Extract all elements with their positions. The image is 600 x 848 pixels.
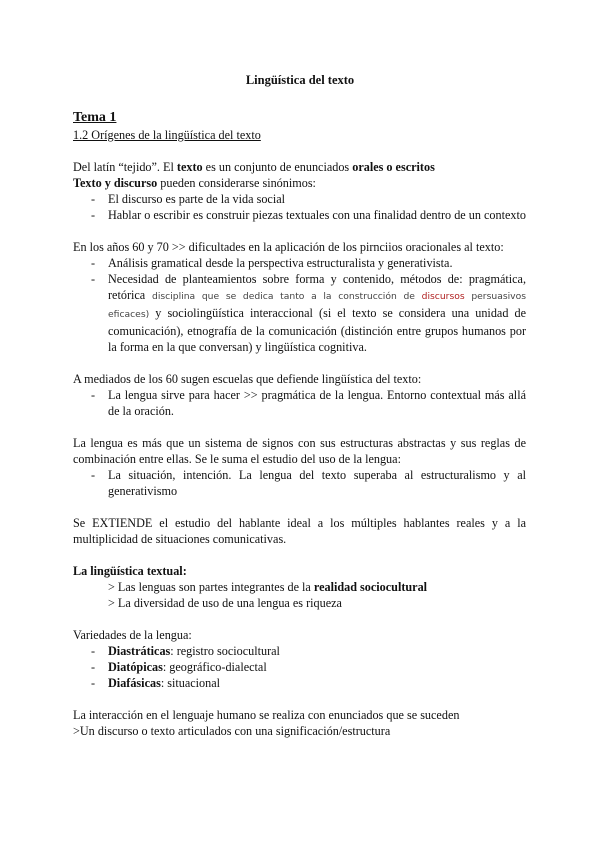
text-run: : registro sociocultural bbox=[170, 644, 280, 658]
text-run: Necesidad de planteamientos sobre forma y contenido, métodos de: pragmática, retórica bbox=[108, 272, 526, 302]
tema-heading: Tema 1 bbox=[73, 110, 117, 125]
paragraph-texto-discurso bbox=[73, 175, 526, 191]
paragraph-discurso-articulado: >Un discurso o texto articulados con una significación/estructura bbox=[73, 724, 391, 738]
list-item: - La situación, intención. La lengua del texto superaba al estructuralismo y al generativismo bbox=[73, 467, 526, 499]
subtema-heading: 1.2 Orígenes de la lingüística del texto bbox=[73, 128, 261, 142]
list-variedades bbox=[73, 643, 526, 691]
note-run: persuasivos eficaces) bbox=[108, 291, 527, 320]
list-dificultades bbox=[73, 255, 526, 355]
bold-run: Texto y discurso bbox=[73, 176, 158, 190]
text-run: Del latín “tejido”. El bbox=[73, 160, 177, 174]
list-item bbox=[73, 659, 526, 675]
list-item: - La lengua sirve para hacer >> pragmática de la lengua. Entorno contextual más allá de la oración. bbox=[73, 387, 526, 419]
bold-run: Diastráticas bbox=[108, 644, 171, 658]
note-red-run: discursos bbox=[421, 291, 465, 302]
text-run: pueden considerarse sinónimos: bbox=[157, 176, 316, 190]
paragraph-variedades: Variedades de la lengua: bbox=[73, 628, 192, 642]
list-item bbox=[73, 643, 526, 659]
paragraph-anos-60-70: En los años 60 y 70 >> dificultades en la aplicación de los pirnciios oracionales al texto: bbox=[73, 240, 504, 254]
bold-run: orales o escritos bbox=[352, 160, 435, 174]
list-escuelas bbox=[73, 387, 526, 419]
text-run: : situacional bbox=[160, 676, 221, 690]
list-item bbox=[73, 675, 526, 691]
section-heading-linguistica-textual bbox=[73, 563, 526, 579]
document-title: Lingüística del texto bbox=[245, 73, 355, 87]
bold-run: realidad sociocultural bbox=[313, 580, 428, 594]
bold-run: Diatópicas bbox=[108, 660, 163, 674]
list-discurso bbox=[73, 191, 526, 223]
bold-run: La lingüística textual: bbox=[73, 564, 187, 578]
arrow-line bbox=[73, 579, 526, 595]
paragraph-definicion bbox=[73, 159, 526, 175]
paragraph-lengua-signos: La lengua es más que un sistema de signos con sus estructuras abstractas y sus reglas de combinación entre ellas. Se le suma el estudio del uso de la lengua: bbox=[73, 436, 526, 466]
document-body bbox=[73, 109, 526, 739]
note-run: disciplina que se dedica tanto a la construcción de bbox=[152, 291, 422, 302]
text-run: y sociolingüística interaccional (si el texto se considera una unidad de comunicación), etnografía de la comunicación (distinción entre grupos humanos por la forma en la que conversan) y lingüística cognitiva. bbox=[108, 306, 526, 354]
text-run: > Las lenguas son partes integrantes de la bbox=[108, 580, 314, 594]
bold-run: Diafásicas bbox=[108, 676, 161, 690]
bold-run: texto bbox=[176, 160, 203, 174]
list-item: - El discurso es parte de la vida social bbox=[73, 191, 526, 207]
text-run: es un conjunto de enunciados bbox=[202, 160, 353, 174]
list-uso-lengua bbox=[73, 467, 526, 499]
text-run: : geográfico-dialectal bbox=[162, 660, 267, 674]
paragraph-mediados-60: A mediados de los 60 sugen escuelas que defiende lingüística del texto: bbox=[73, 372, 422, 386]
paragraph-interaccion: La interacción en el lenguaje humano se realiza con enunciados que se suceden bbox=[73, 708, 460, 722]
list-item: - Hablar o escribir es construir piezas textuales con una finalidad dentro de un contexto bbox=[73, 207, 526, 223]
arrow-line: > La diversidad de uso de una lengua es riqueza bbox=[108, 596, 342, 610]
paragraph-extiende: Se EXTIENDE el estudio del hablante ideal a los múltiples hablantes reales y a la multiplicidad de situaciones comunicativas. bbox=[73, 516, 526, 546]
list-item bbox=[73, 271, 526, 355]
list-item: - Análisis gramatical desde la perspectiva estructuralista y generativista. bbox=[73, 255, 526, 271]
